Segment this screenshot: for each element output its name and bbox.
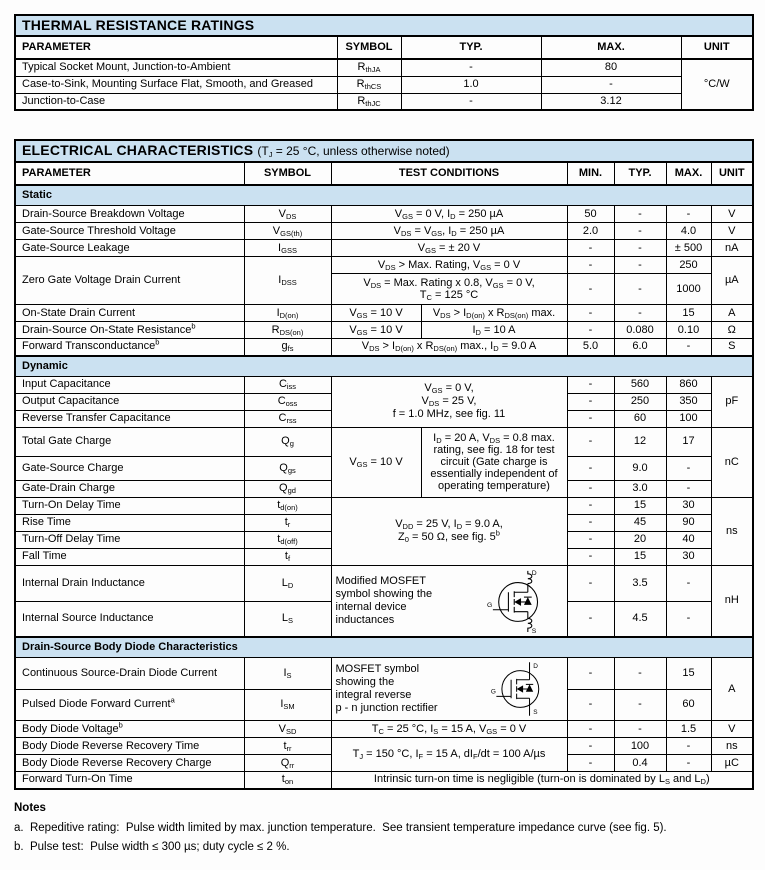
section-static-row [15,185,753,206]
max-cell: 250 [666,257,711,274]
table-row [15,223,753,240]
thermal-title-row [15,15,753,36]
notes-title: Notes [14,801,46,814]
symbol-cell: $Q_{gs}$ [244,456,331,480]
min-cell: - [567,322,614,339]
typ-cell: - [614,658,666,690]
min-cell: - [567,305,614,322]
symbol-cell: $C_{iss}$ [244,376,331,393]
parameter-cell: On-State Drain Current [15,305,244,322]
electrical-title [15,140,753,162]
header-parameter: PARAMETER [15,36,337,59]
unit-cell: °C/W [681,59,753,110]
max-cell: 80 [541,59,681,76]
electrical-characteristics-table [14,139,754,790]
table-row [15,738,753,755]
typ-cell: 15 [614,548,666,565]
min-cell: - [567,658,614,690]
symbol-cell: $V_{SD}$ [244,721,331,738]
min-cell: - [567,514,614,531]
symbol-cell: $Q_{rr}$ [244,755,331,772]
symbol-cell: $I_{SM}$ [244,689,331,721]
symbol-cell: $Q_g$ [244,427,331,456]
test-conditions-cell: $V_{GS}$ = ± 20 V [331,240,567,257]
typ-cell: 560 [614,376,666,393]
header-max: MAX. [666,162,711,185]
symbol-cell: $L_D$ [244,565,331,601]
max-cell: - [666,565,711,601]
table-row [15,76,753,93]
test-conditions-cell: $T_C = 25$ °C, $I_S = 15$ A, $V_{GS} = 0$ V [331,721,567,738]
symbol-cell: $Q_{gd}$ [244,480,331,497]
table-row [15,376,753,393]
min-cell: 2.0 [567,223,614,240]
parameter-cell: Input Capacitance [15,376,244,393]
symbol-cell: $L_S$ [244,601,331,637]
max-cell: - [666,738,711,755]
max-cell: 15 [666,658,711,690]
symbol-cell: $I_{DSS}$ [244,257,331,305]
header-typ: TYP. [614,162,666,185]
parameter-cell: Internal Drain Inductance [15,565,244,601]
svg-text:S: S [532,708,538,716]
test-conditions-cell: $I_D = 10$ A [421,322,567,339]
min-cell: - [567,240,614,257]
typ-cell: 3.0 [614,480,666,497]
parameter-cell: Gate-Source Charge [15,456,244,480]
test-conditions-cell: $T_J = 150$ °C, $I_F = 15$ A, $dI_F/dt = 100$ A/µs [331,738,567,772]
typ-cell: 0.4 [614,755,666,772]
max-cell: 4.0 [666,223,711,240]
max-cell: 90 [666,514,711,531]
parameter-cell: Rise Time [15,514,244,531]
note-a: a. Repeditive rating: Pulse width limited by max. junction temperature. See transient temperature impedance curve (see fig. 5). [14,821,667,834]
unit-cell: ns [711,497,753,565]
unit-cell: V [711,206,753,223]
typ-cell: 12 [614,427,666,456]
test-conditions-cell: $V_{GS} = 0$ V, $I_D = 250$ µA [331,206,567,223]
symbol-cell: $V_{DS}$ [244,206,331,223]
parameter-cell: Continuous Source-Drain Diode Current [15,658,244,690]
min-cell: - [567,257,614,274]
test-conditions-cell: Intrinsic turn-on time is negligible (turn-on is dominated by $L_S$ and $L_D$) [331,772,753,789]
max-cell: 350 [666,393,711,410]
typ-cell: - [614,721,666,738]
note-b: b. Pulse test: Pulse width ≤ 300 µs; duty cycle ≤ 2 %. [14,840,290,853]
max-cell: - [666,480,711,497]
typ-cell: 1.0 [401,76,541,93]
parameter-cell: Forward Turn-On Time [15,772,244,789]
typ-cell: 100 [614,738,666,755]
symbol-cell: $R_{thJA}$ [337,59,401,76]
table-row [15,59,753,76]
symbol-cell: $t_{on}$ [244,772,331,789]
parameter-cell: Body Diode Reverse Recovery Time [15,738,244,755]
table-row [15,240,753,257]
typ-cell: 250 [614,393,666,410]
unit-cell: V [711,223,753,240]
max-cell: - [666,206,711,223]
thermal-resistance-table [14,14,754,111]
mosfet-body-diode-symbol-icon [489,660,559,718]
thermal-header-row [15,36,753,59]
parameter-cell: Typical Socket Mount, Junction-to-Ambient [15,59,337,76]
max-cell: 100 [666,410,711,427]
min-cell: - [567,689,614,721]
parameter-cell: Drain-Source Breakdown Voltage [15,206,244,223]
min-cell: - [567,601,614,637]
table-row [15,257,753,274]
symbol-cell: $t_{d(off)}$ [244,531,331,548]
table-row [15,772,753,789]
header-unit: UNIT [681,36,753,59]
symbol-cell: $R_{thJC}$ [337,93,401,110]
unit-cell: µC [711,755,753,772]
max-cell: 0.10 [666,322,711,339]
max-cell: 15 [666,305,711,322]
parameter-cell: Total Gate Charge [15,427,244,456]
parameter-cell: Body Diode Reverse Recovery Charge [15,755,244,772]
header-symbol: SYMBOL [337,36,401,59]
parameter-cell: Junction-to-Case [15,93,337,110]
svg-text:G: G [490,688,496,696]
max-cell: 1000 [666,274,711,305]
parameter-cell: Body Diode Voltage$^b$ [15,721,244,738]
test-conditions-cell: $V_{GS} = 10$ V [331,305,421,322]
typ-cell: - [614,257,666,274]
test-conditions-cell: $V_{DS} > I_{D(on)}$ x $R_{DS(on)}$ max., $I_D = 9.0$ A [331,339,567,356]
section-static-label: Static [15,185,753,206]
min-cell: - [567,755,614,772]
max-cell: 1.5 [666,721,711,738]
unit-cell: A [711,658,753,721]
typ-cell: - [614,240,666,257]
typ-cell: - [614,274,666,305]
header-symbol: SYMBOL [244,162,331,185]
min-cell: - [567,548,614,565]
min-cell: - [567,565,614,601]
parameter-cell: Forward Transconductance$^b$ [15,339,244,356]
symbol-cell: $V_{GS(th)}$ [244,223,331,240]
parameter-cell: Pulsed Diode Forward Current$^a$ [15,689,244,721]
test-conditions-cell [331,565,567,637]
symbol-cell: $R_{thCS}$ [337,76,401,93]
max-cell: 860 [666,376,711,393]
section-dynamic-row [15,356,753,377]
typ-cell: 6.0 [614,339,666,356]
unit-cell: nC [711,427,753,497]
svg-text:D: D [531,569,537,577]
table-row [15,206,753,223]
max-cell: - [666,456,711,480]
test-conditions-cell: $I_D = 20$ A, $V_{DS} = 0.8$ max. rating, see fig. 18 for test circuit (Gate charge is essentially independent of operating temperature) [421,427,567,497]
test-conditions-cell: $V_{GS} = 0$ V, $V_{DS} = 25$ V, f = 1.0 MHz, see fig. 11 [331,376,567,427]
header-test-conditions: TEST CONDITIONS [331,162,567,185]
max-cell: 30 [666,497,711,514]
parameter-cell: Turn-Off Delay Time [15,531,244,548]
section-body-diode-label: Drain-Source Body Diode Characteristics [15,637,753,658]
typ-cell: 45 [614,514,666,531]
typ-cell: - [614,689,666,721]
min-cell: - [567,376,614,393]
symbol-cell: $t_{d(on)}$ [244,497,331,514]
svg-text:S: S [531,627,536,634]
symbol-cell: $t_f$ [244,548,331,565]
parameter-cell: Reverse Transfer Capacitance [15,410,244,427]
test-conditions-text: MOSFET symbol showing the integral reverse p - n junction rectifier [335,663,438,714]
parameter-cell: Case-to-Sink, Mounting Surface Flat, Smooth, and Greased [15,76,337,93]
parameter-cell: Gate-Source Leakage [15,240,244,257]
typ-cell: 9.0 [614,456,666,480]
min-cell: - [567,274,614,305]
typ-cell: - [614,223,666,240]
table-row [15,721,753,738]
test-conditions-cell: $V_{GS} = 10$ V [331,322,421,339]
max-cell: 60 [666,689,711,721]
table-row [15,322,753,339]
max-cell: - [541,76,681,93]
max-cell: - [666,339,711,356]
section-dynamic-label: Dynamic [15,356,753,377]
unit-cell: ns [711,738,753,755]
mosfet-inductance-symbol-icon [485,568,559,634]
min-cell: - [567,427,614,456]
test-conditions-cell: $V_{DS}$ = Max. Rating x 0.8, $V_{GS} = 0$ V, $T_C = 125$ °C [331,274,567,305]
min-cell: 50 [567,206,614,223]
parameter-cell: Gate-Drain Charge [15,480,244,497]
typ-cell: 15 [614,497,666,514]
section-body-diode-row [15,637,753,658]
symbol-cell: $t_{rr}$ [244,738,331,755]
table-row [15,305,753,322]
min-cell: - [567,393,614,410]
typ-cell: - [401,93,541,110]
typ-cell: 3.5 [614,565,666,601]
svg-text:D: D [532,662,538,670]
electrical-title-conditions: ($T_J = 25$ °C, unless otherwise noted) [257,144,450,159]
parameter-cell: Output Capacitance [15,393,244,410]
notes-block [14,799,752,857]
header-min: MIN. [567,162,614,185]
unit-cell: nA [711,240,753,257]
typ-cell: - [401,59,541,76]
parameter-cell: Drain-Source On-State Resistance$^b$ [15,322,244,339]
test-conditions-cell: $V_{DS} > I_{D(on)}$ x $R_{DS(on)}$ max. [421,305,567,322]
symbol-cell: $C_{rss}$ [244,410,331,427]
unit-cell: Ω [711,322,753,339]
symbol-cell: $I_{D(on)}$ [244,305,331,322]
max-cell: 30 [666,548,711,565]
unit-cell: A [711,305,753,322]
electrical-title-row [15,140,753,162]
table-row [15,565,753,601]
max-cell: - [666,755,711,772]
typ-cell: - [614,305,666,322]
max-cell: 3.12 [541,93,681,110]
table-row [15,93,753,110]
max-cell: ± 500 [666,240,711,257]
test-conditions-cell: $V_{GS} = 10$ V [331,427,421,497]
symbol-cell: $g_{fs}$ [244,339,331,356]
parameter-cell: Turn-On Delay Time [15,497,244,514]
min-cell: - [567,531,614,548]
parameter-cell: Gate-Source Threshold Voltage [15,223,244,240]
min-cell: - [567,456,614,480]
parameter-cell: Internal Source Inductance [15,601,244,637]
unit-cell: pF [711,376,753,427]
min-cell: - [567,497,614,514]
header-max: MAX. [541,36,681,59]
svg-text:G: G [486,601,492,609]
max-cell: 40 [666,531,711,548]
table-row [15,497,753,514]
header-parameter: PARAMETER [15,162,244,185]
table-row [15,658,753,690]
test-conditions-cell: $V_{DS} = V_{GS}$, $I_D = 250$ µA [331,223,567,240]
min-cell: 5.0 [567,339,614,356]
min-cell: - [567,410,614,427]
symbol-cell: $I_{GSS}$ [244,240,331,257]
table-row [15,339,753,356]
typ-cell: 20 [614,531,666,548]
parameter-cell: Zero Gate Voltage Drain Current [15,257,244,305]
max-cell: 17 [666,427,711,456]
header-typ: TYP. [401,36,541,59]
unit-cell: µA [711,257,753,305]
electrical-header-row [15,162,753,185]
min-cell: - [567,480,614,497]
min-cell: - [567,738,614,755]
typ-cell: 60 [614,410,666,427]
parameter-cell: Fall Time [15,548,244,565]
header-unit: UNIT [711,162,753,185]
symbol-cell: $R_{DS(on)}$ [244,322,331,339]
unit-cell: nH [711,565,753,637]
typ-cell: 4.5 [614,601,666,637]
min-cell: - [567,721,614,738]
thermal-title: THERMAL RESISTANCE RATINGS [15,15,753,36]
test-conditions-cell: $V_{DS}$ > Max. Rating, $V_{GS} = 0$ V [331,257,567,274]
electrical-title-main: ELECTRICAL CHARACTERISTICS [22,142,254,158]
symbol-cell: $I_S$ [244,658,331,690]
typ-cell: - [614,206,666,223]
unit-cell: S [711,339,753,356]
test-conditions-cell: $V_{DD} = 25$ V, $I_D = 9.0$ A, $Z_0 = 50$ Ω, see fig. 5$^b$ [331,497,567,565]
typ-cell: 0.080 [614,322,666,339]
symbol-cell: $t_r$ [244,514,331,531]
test-conditions-cell [331,658,567,721]
table-row [15,427,753,456]
max-cell: - [666,601,711,637]
test-conditions-text: Modified MOSFET symbol showing the internal device inductances [335,574,433,626]
symbol-cell: $C_{oss}$ [244,393,331,410]
unit-cell: V [711,721,753,738]
